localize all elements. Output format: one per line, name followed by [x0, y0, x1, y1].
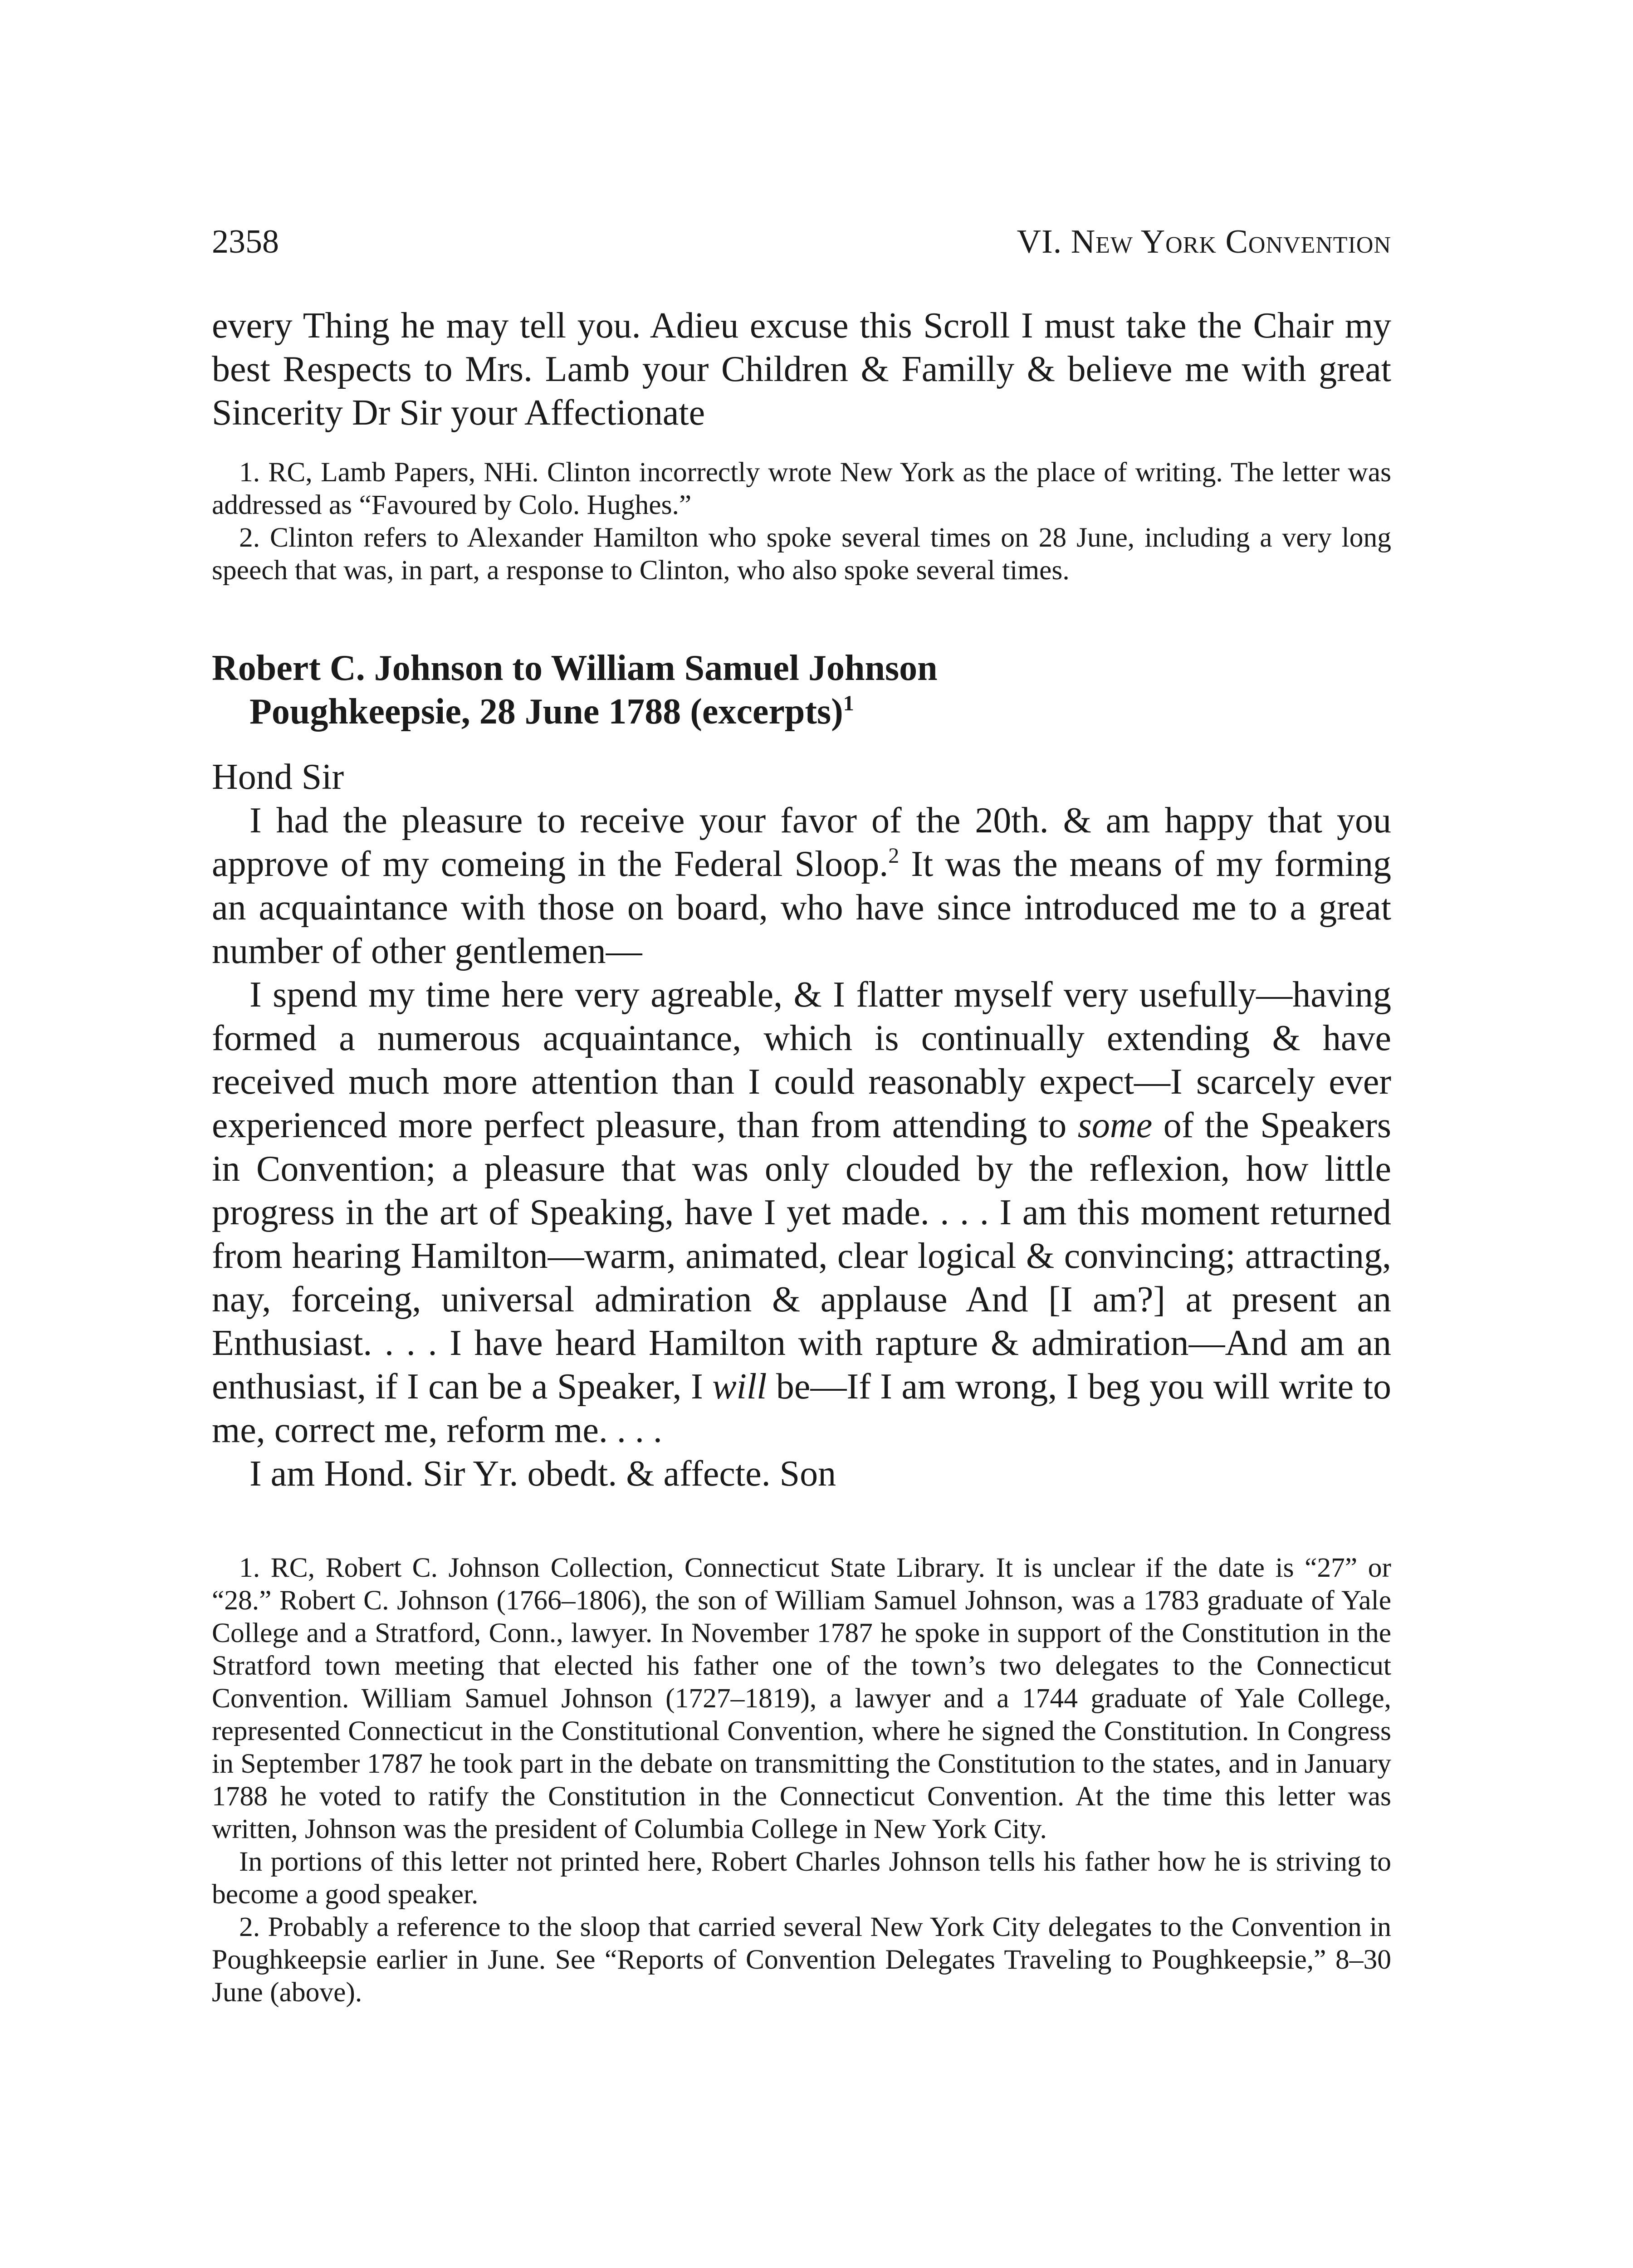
prior-note-1: 1. RC, Lamb Papers, NHi. Clinton incorrectly wrote New York as the place of writing. The letter was addressed as “Favoured by Colo. Hughes.” [212, 457, 1391, 520]
note-1: 1. RC, Robert C. Johnson Collection, Connecticut State Library. It is unclear if the date is “27” or “28.” Robert C. Johnson (1766–1806), the son of William Samuel Johnson, was a 1783 graduate of Yale College and a Stratford, Conn., lawyer. In November 1787 he spoke in support of the Constitution in the Stratford town meeting that elected his father one of the town’s two delegates to the Connecticut Convention. William Samuel Johnson (1727–1819), a lawyer and a 1744 graduate of Yale College, represented Connecticut in the Constitutional Convention, where he signed the Constitution. In Congress in September 1787 he took part in the debate on transmitting the Constitution to the states, and in January 1788 he voted to ratify the Constitution in the Connecticut Convention. At the time this letter was written, Johnson was the president of Columbia College in New York City. [212, 1552, 1391, 1844]
para2-text-c: be—If I am wrong, I beg you will write to me, correct me, reform me. . . . [212, 1367, 1392, 1450]
page-number: 2358 [212, 223, 279, 260]
para2-text-a: I spend my time here very agreable, & I flatter myself very usefully—having formed a numerous acquaintance, which is continually extending & have received much more attention than I could reasonably expect—I scarcely ever experienced more perfect pleasure, than from attending to [212, 975, 1391, 1145]
para1-text-b: It was the means of my forming an acquaintance with those on board, who have since introduced me to a great number of other gentlemen— [212, 844, 1391, 971]
note-2: 2. Probably a reference to the sloop that carried several New York City delegates to the Convention in Poughkeepsie earlier in June. See “Reports of Convention Delegates Traveling to Poughkeepsie,” 8–30 June (above). [212, 1911, 1391, 2008]
para2-text-b: of the Speakers in Convention; a pleasure that was only clouded by the reflexion, how little progress in the art of Speaking, have I yet made. . . . I am this moment returned from hearing Hamilton—warm, animated, clear logical & convincing; attracting, nay, forceing, universal admiration & applause And [I am?] at present an Enthusiast. . . . I have heard Hamilton with rapture & admiration—And am an enthusiast, if I can be a Speaker, I [212, 1105, 1391, 1407]
document-place-date-text: Poughkeepsie, 28 June 1788 (excerpts) [249, 692, 843, 732]
para2-italic-some: some [1077, 1105, 1153, 1145]
continued-letter-text [212, 304, 1391, 435]
document-heading [212, 646, 1391, 733]
para1-text-a: I had the pleasure to receive your favor of the 20th. & am happy that you approve of my comeing in the Federal Sloop. [212, 801, 1391, 884]
letter-notes [212, 1551, 1391, 2009]
prior-note-2: 2. Clinton refers to Alexander Hamilton who spoke several times on 28 June, including a very long speech that was, in part, a response to Clinton, who also spoke several times. [212, 522, 1391, 586]
document-place-date [212, 690, 1391, 733]
para1-note-ref: 2 [888, 844, 900, 868]
letter-paragraph-1 [212, 799, 1391, 973]
letter-paragraph-2 [212, 973, 1391, 1452]
heading-note-ref: 1 [843, 691, 854, 716]
section-title: VI. New York Convention [1017, 223, 1391, 260]
letter-closing: I am Hond. Sir Yr. obedt. & affecte. Son [249, 1454, 836, 1494]
salutation: Hond Sir [212, 757, 344, 797]
prior-letter-notes [212, 456, 1391, 587]
letter-body [212, 755, 1391, 1496]
note-1-continued: In portions of this letter not printed here, Robert Charles Johnson tells his father how he is striving to become a good speaker. [212, 1846, 1391, 1910]
para2-italic-will: will [712, 1367, 767, 1407]
running-head [212, 221, 1391, 262]
closing-paragraph: every Thing he may tell you. Adieu excuse this Scroll I must take the Chair my best Respects to Mrs. Lamb your Children & Familly & believe me with great Sincerity Dr Sir your Affectionate [212, 306, 1391, 433]
document-title: Robert C. Johnson to William Samuel Johnson [212, 648, 938, 688]
